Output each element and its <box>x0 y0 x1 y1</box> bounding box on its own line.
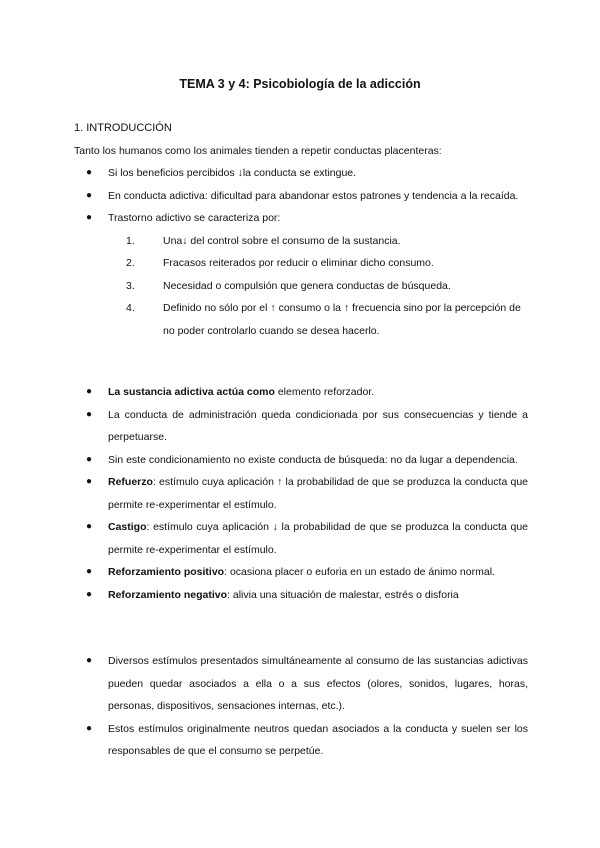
bullet-icon: ● <box>86 521 93 532</box>
list-item: ● Reforzamiento positivo: ocasiona placer o euforia en un estado de ánimo normal. <box>86 561 528 584</box>
bullet-icon: ● <box>86 588 93 600</box>
list-item: ● Refuerzo: estímulo cuya aplicación ↑ la probabilidad de que se produzca la conducta que permite re-experimentar el estímulo. <box>86 471 528 516</box>
bullet-icon: ● <box>86 386 93 397</box>
page-title: TEMA 3 y 4: Psicobiología de la adicción <box>179 77 421 91</box>
numbered-item: 1. Una↓ del control sobre el consumo de la sustancia. <box>126 234 401 247</box>
list-item: ● La conducta de administración queda condicionada por sus consecuencias y tiende a perpetuarse. <box>86 404 528 449</box>
bullet-icon: ● <box>86 408 93 420</box>
numbered-item: 3. Necesidad o compulsión que genera conductas de búsqueda. <box>126 279 451 292</box>
list-item: ● Sin este condicionamiento no existe conducta de búsqueda: no da lugar a dependencia. <box>86 449 528 472</box>
bullet-icon: ● <box>86 189 93 201</box>
list-item: ● Estos estímulos originalmente neutros quedan asociados a la conducta y suelen ser los responsables de que el consumo se perpetúe. <box>86 718 528 763</box>
bullet-icon: ● <box>86 655 93 666</box>
list-item: ● Castigo: estímulo cuya aplicación ↓ la probabilidad de que se produzca la conducta que permite re-experimentar el estímulo. <box>86 516 528 561</box>
list-item: ● Diversos estímulos presentados simultáneamente al consumo de las sustancias adictivas pueden quedar asociados a ella o a sus efectos (olores, sonidos, lugares, horas, personas, dispositivos, sensaciones internas, etc.). <box>86 650 528 718</box>
list-item: ● Reforzamiento negativo: alivia una situación de malestar, estrés o disforia <box>86 584 528 607</box>
bullet-icon: ● <box>86 453 93 465</box>
list-item: ● Si los beneficios percibidos ↓la conducta se extingue. <box>86 162 528 185</box>
section-heading: 1. INTRODUCCIÓN <box>74 122 172 134</box>
bullet-list-b <box>86 381 528 606</box>
bullet-icon: ● <box>86 566 93 577</box>
list-item: ● Trastorno adictivo se caracteriza por: 1. Una↓ del control sobre el consumo de la sustancia. 2. Fracasos reiterados por reducir o eliminar dicho consumo. 3. Necesidad o compulsión que genera conductas de búsqueda. 4. Definido no sólo por el ↑ consumo o la ↑ frecuencia sino por la percepción de no poder controlarlo cuando se desea hacerlo. <box>86 207 528 342</box>
intro-paragraph: Tanto los humanos como los animales tienden a repetir conductas placenteras: <box>74 145 442 157</box>
bullet-list-c <box>86 650 528 763</box>
bullet-icon: ● <box>86 476 93 487</box>
list-item: ● La sustancia adictiva actúa como elemento reforzador. <box>86 381 528 404</box>
bullet-list-a <box>86 162 528 342</box>
bullet-icon: ● <box>86 212 93 223</box>
numbered-list <box>108 230 528 343</box>
numbered-item: 4. Definido no sólo por el ↑ consumo o la ↑ frecuencia sino por la percepción de no poder controlarlo cuando se desea hacerlo. <box>126 302 521 337</box>
bullet-icon: ● <box>86 722 93 734</box>
list-item: ● En conducta adictiva: dificultad para abandonar estos patrones y tendencia a la recaída. <box>86 185 528 208</box>
bullet-icon: ● <box>86 167 93 178</box>
numbered-item: 2. Fracasos reiterados por reducir o eliminar dicho consumo. <box>126 257 434 269</box>
